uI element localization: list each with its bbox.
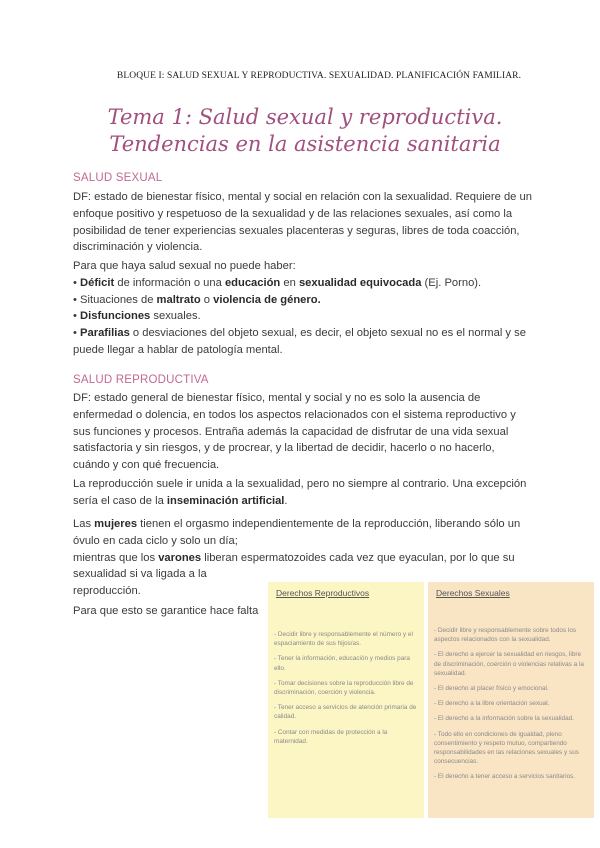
definition-text: DF: estado general de bienestar físico, mental y social y no es solo la ausencia de enfermedad o dolencia, en todos los aspectos relacionados con el sistema reproductivo y sus funciones y procesos. Entraña además la capacidad de disfrutar de una vida sexual satisfactoria y sin riesgos, y de procrear, y la libertad de decidir, hacerlo o no hacerlo, cuándo y con qué frecuencia. bbox=[73, 392, 516, 472]
list-item: - Decidir libre y responsablemente sobre todos los aspectos relacionados con la sexualidad. bbox=[434, 627, 577, 644]
list-item: - Tomar decisiones sobre la reproducción libre de discriminación, coerción y violencia. bbox=[274, 679, 414, 697]
page-title: Tema 1: Salud sexual y reproductiva. Tendencias en la asistencia sanitaria bbox=[107, 105, 503, 156]
reproductive-rights-title: Derechos Reproductivos bbox=[276, 588, 370, 598]
rights-table bbox=[268, 582, 594, 818]
list-item: • Disfunciones sexuales. bbox=[73, 310, 201, 323]
reproductive-rights-column bbox=[268, 582, 424, 818]
list-item: - Tener la información, educación y medios para ello. bbox=[274, 655, 410, 672]
header-text: BLOQUE I: SALUD SEXUAL Y REPRODUCTIVA. SEXUALIDAD. PLANIFICACIÓN FAMILIAR. bbox=[116, 71, 522, 81]
list-item: - Decidir libre y responsablemente el número y el espaciamiento de sus hijos/as. bbox=[274, 631, 413, 648]
list-item: - Tener acceso a servicios de atención primaria de calidad. bbox=[274, 704, 417, 721]
list-item: • Déficit de información o una educación en sexualidad equivocada (Ej. Porno). bbox=[73, 276, 482, 289]
list-item: - El derecho a ejercer la sexualidad en riesgos, libre de discriminación, coerción o violencias relativas a la sexualidad. bbox=[434, 651, 584, 677]
sexual-rights-column bbox=[428, 582, 594, 818]
list-item: - El derecho a tener acceso a servicios sanitarios. bbox=[434, 773, 576, 781]
orgasm-paragraph: Las mujeres tienen el orgasmo independientemente de la reproducción, liberando sólo un óvulo en cada ciclo y solo un día; mientras que los varones liberan espermatozoides cada vez que eyaculan, por lo que su sexualidad si va ligada a la reproducción. bbox=[73, 518, 521, 598]
section-heading-salud-reproductiva: SALUD REPRODUCTIVA bbox=[73, 374, 209, 386]
sexual-rights-title: Derechos Sexuales bbox=[436, 588, 510, 598]
list-item: - Todo ello en condiciones de igualdad, pleno consentimiento y respeto mutuo, compartiendo responsabilidades en las relaciones sexuales y sus consecuencias. bbox=[434, 730, 579, 766]
salud-sexual-definition bbox=[73, 189, 533, 256]
page-header bbox=[0, 71, 600, 81]
list-item: - El derecho a la información sobre la sexualidad. bbox=[434, 715, 574, 723]
definition-text: DF: estado de bienestar físico, mental y social en relación con la sexualidad. Requiere de un enfoque positivo y respetuoso de la sexualidad y de las relaciones sexuales, así como la posibilidad de tener experiencias sexuales placenteras y seguras, libres de toda coacción, discriminación y violencia. bbox=[73, 191, 532, 254]
salud-reproductiva-definition bbox=[73, 390, 533, 474]
guarantee-paragraph: Para que esto se garantice hace falta bbox=[73, 605, 259, 617]
list-item: • Parafilias o desviaciones del objeto sexual, es decir, el objeto sexual no es el normal y se puede llegar a hablar de patología mental. bbox=[73, 327, 526, 356]
sexual-rights-list bbox=[434, 626, 588, 788]
reproduction-paragraph: La reproducción suele ir unida a la sexualidad, pero no siempre al contrario. Una excepción sería el caso de la inseminación artificial. bbox=[73, 478, 527, 507]
requirements-intro: Para que haya salud sexual no puede haber: bbox=[73, 260, 296, 272]
list-item: - Contar con medidas de protección a la maternidad. bbox=[274, 728, 388, 745]
reproductive-rights-list bbox=[274, 630, 418, 752]
list-item: - El derecho a la libre orientación sexual. bbox=[434, 700, 550, 708]
salud-sexual-requirements bbox=[73, 258, 533, 359]
section-heading-salud-sexual: SALUD SEXUAL bbox=[73, 172, 163, 184]
list-item: - El derecho al placer físico y emocional. bbox=[434, 685, 549, 693]
list-item: • Situaciones de maltrato o violencia de género. bbox=[73, 293, 321, 306]
